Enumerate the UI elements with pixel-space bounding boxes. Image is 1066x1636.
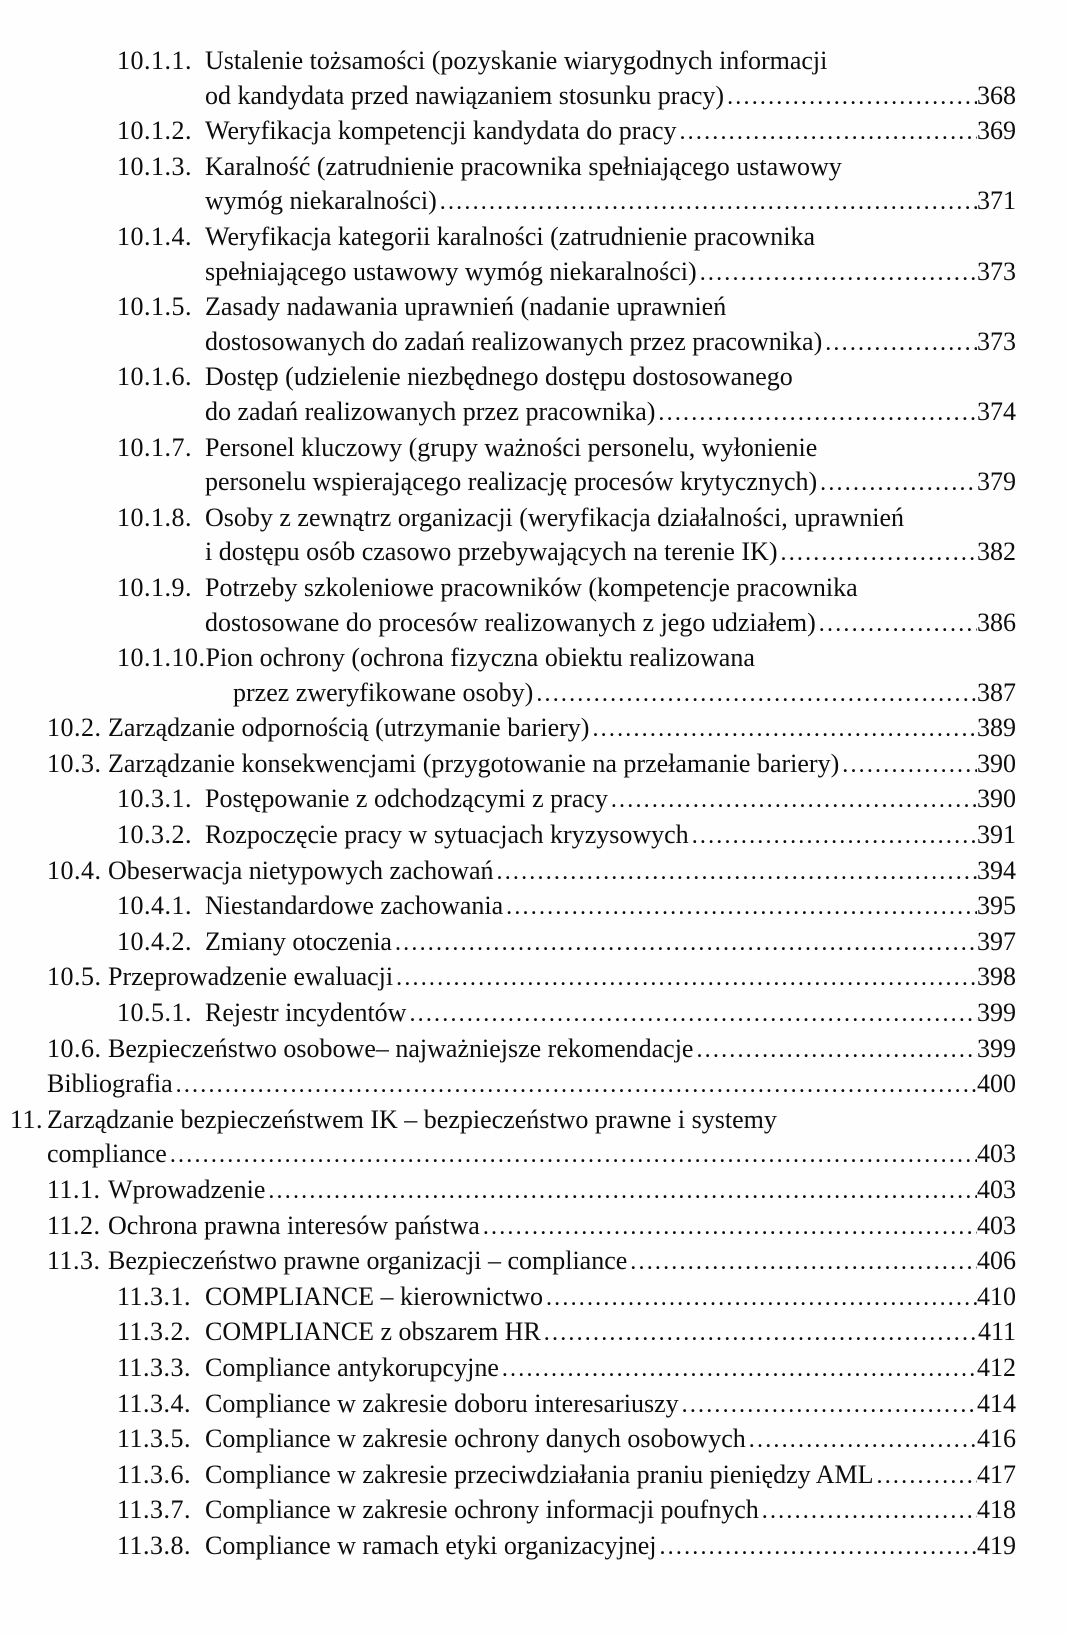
- toc-line: [0, 431, 1016, 466]
- dot-leader: [533, 676, 977, 712]
- page-number: 386: [977, 607, 1016, 637]
- toc-line: [0, 220, 1016, 255]
- toc-entry: [0, 220, 1016, 290]
- entry-number: 10.3.2.: [117, 820, 192, 850]
- entry-title: Dostęp (udzielenie niezbędnego dostępu dostosowanego: [205, 362, 793, 392]
- entry-title: Potrzeby szkoleniowe pracowników (kompetencje pracownika: [205, 572, 858, 602]
- entry-title: Compliance antykorupcyjne: [205, 1352, 499, 1382]
- toc-line: [0, 996, 1016, 1032]
- page-number: 403: [977, 1210, 1016, 1240]
- toc-line: [0, 571, 1016, 606]
- toc-entry: [0, 1493, 1016, 1529]
- dot-leader: [817, 465, 977, 501]
- toc-line: [0, 1209, 1016, 1245]
- toc-line: [0, 747, 1016, 783]
- toc-line: [0, 44, 1016, 79]
- toc-line: [0, 79, 1016, 115]
- dot-leader: [543, 1280, 977, 1316]
- entry-number: 11.2.: [47, 1210, 101, 1240]
- dot-leader: [608, 782, 977, 818]
- dot-leader: [679, 1387, 977, 1423]
- dot-leader: [406, 996, 977, 1032]
- entry-number: 10.3.: [47, 748, 102, 778]
- dot-leader: [392, 925, 977, 961]
- page-number: 369: [977, 116, 1016, 146]
- entry-title: Compliance w zakresie przeciwdziałania praniu pieniędzy AML: [205, 1459, 874, 1489]
- entry-title: Rejestr incydentów: [205, 998, 407, 1028]
- entry-number: 11.3.: [47, 1246, 101, 1276]
- dot-leader: [676, 114, 977, 150]
- page-number: 403: [977, 1139, 1016, 1169]
- entry-title: spełniającego ustawowy wymóg niekaralności): [205, 256, 697, 286]
- page-number: 416: [977, 1424, 1016, 1454]
- toc-line: [0, 606, 1016, 642]
- table-of-contents: [0, 44, 1016, 1565]
- toc-line: [0, 1315, 1016, 1351]
- toc-line: [0, 711, 1016, 747]
- page-number: 390: [977, 784, 1016, 814]
- toc-entry: [0, 1351, 1016, 1387]
- dot-leader: [689, 818, 977, 854]
- toc-entry: [0, 114, 1016, 150]
- entry-number: 10.1.8.: [117, 502, 192, 532]
- toc-entry: [0, 150, 1016, 220]
- toc-entry: [0, 782, 1016, 818]
- dot-leader: [839, 747, 977, 783]
- entry-title: Przeprowadzenie ewaluacji: [108, 962, 394, 992]
- page-number: 373: [977, 256, 1016, 286]
- page-number: 414: [977, 1388, 1016, 1418]
- toc-line: [0, 676, 1016, 712]
- toc-entry: [0, 996, 1016, 1032]
- dot-leader: [503, 889, 977, 925]
- page-number: 411: [977, 1317, 1016, 1347]
- entry-title: COMPLIANCE z obszarem HR: [205, 1317, 541, 1347]
- entry-title: dostosowane do procesów realizowanych z jego udziałem): [205, 607, 816, 637]
- toc-entry: [0, 854, 1016, 890]
- entry-title: Zasady nadawania uprawnień (nadanie uprawnień: [205, 292, 727, 322]
- toc-line: [0, 641, 1016, 676]
- page-number: 412: [977, 1352, 1016, 1382]
- page-number: 403: [977, 1175, 1016, 1204]
- entry-title: compliance: [47, 1139, 167, 1169]
- entry-title: Pion ochrony (ochrona fizyczna obiektu realizowana: [205, 643, 755, 673]
- entry-number: 11.3.4.: [117, 1388, 192, 1418]
- entry-number: 10.2.: [47, 713, 102, 743]
- page-number: 394: [977, 855, 1016, 885]
- toc-entry: [0, 1422, 1016, 1458]
- dot-leader: [494, 854, 978, 890]
- toc-line: [0, 889, 1016, 925]
- entry-title: do zadań realizowanych przez pracownika): [205, 396, 656, 426]
- toc-entry: [0, 711, 1016, 747]
- toc-line: [0, 1173, 1016, 1209]
- dot-leader: [393, 960, 977, 996]
- dot-leader: [724, 79, 977, 115]
- entry-title: personelu wspierającego realizację procesów krytycznych): [205, 467, 818, 497]
- toc-line: [0, 1351, 1016, 1387]
- page-number: 374: [977, 396, 1016, 426]
- toc-entry: [0, 1458, 1016, 1494]
- entry-title: Compliance w ramach etyki organizacyjnej: [205, 1530, 657, 1560]
- dot-leader: [265, 1173, 977, 1209]
- dot-leader: [697, 255, 977, 291]
- dot-leader: [778, 535, 978, 571]
- entry-number: 10.1.3.: [117, 151, 192, 181]
- entry-number: 11.3.8.: [117, 1530, 192, 1560]
- dot-leader: [759, 1493, 977, 1529]
- toc-entry: [0, 818, 1016, 854]
- entry-number: 11.1.: [47, 1175, 101, 1204]
- entry-title: dostosowanych do zadań realizowanych przez pracownika): [205, 326, 823, 356]
- dot-leader: [167, 1137, 977, 1173]
- toc-entry: [0, 360, 1016, 430]
- dot-leader: [499, 1351, 977, 1387]
- toc-entry: [0, 1244, 1016, 1280]
- toc-line: [0, 1137, 1016, 1173]
- toc-line: [0, 1529, 1016, 1565]
- toc-line: [0, 255, 1016, 291]
- page-number: 418: [977, 1495, 1016, 1525]
- toc-line: [0, 960, 1016, 996]
- entry-number: 10.6.: [47, 1033, 102, 1063]
- toc-entry: [0, 571, 1016, 641]
- entry-title: Karalność (zatrudnienie pracownika spełniającego ustawowy: [205, 151, 842, 181]
- entry-title: Postępowanie z odchodzącymi z pracy: [205, 784, 608, 814]
- page-number: 389: [977, 713, 1016, 743]
- entry-title: Zarządzanie odpornością (utrzymanie bariery): [108, 713, 590, 743]
- dot-leader: [655, 395, 977, 431]
- entry-title: COMPLIANCE – kierownictwo: [205, 1281, 543, 1311]
- entry-title: Rozpoczęcie pracy w sytuacjach kryzysowych: [205, 820, 689, 850]
- page-number: 399: [977, 1033, 1016, 1063]
- page-number: 368: [977, 80, 1016, 110]
- toc-entry: [0, 925, 1016, 961]
- entry-number: 10.1.1.: [117, 46, 192, 75]
- entry-number: 11.3.2.: [117, 1317, 192, 1347]
- toc-entry: [0, 1315, 1016, 1351]
- toc-line: [0, 1244, 1016, 1280]
- toc-entry: [0, 1067, 1016, 1103]
- toc-entry: [0, 290, 1016, 360]
- toc-line: [0, 1280, 1016, 1316]
- page-number: 400: [977, 1069, 1016, 1099]
- toc-entry: [0, 641, 1016, 711]
- entry-title: Zmiany otoczenia: [205, 926, 392, 956]
- entry-title: Compliance w zakresie doboru interesariuszy: [205, 1388, 679, 1418]
- page-number: 410: [977, 1281, 1016, 1311]
- page-number: 373: [977, 326, 1016, 356]
- page-number: 395: [977, 891, 1016, 921]
- entry-number: 11.3.7.: [117, 1495, 192, 1525]
- dot-leader: [437, 184, 977, 220]
- page-number: 371: [977, 186, 1016, 216]
- entry-title: Personel kluczowy (grupy ważności personelu, wyłonienie: [205, 432, 818, 462]
- toc-entry: [0, 1032, 1016, 1068]
- entry-number: 10.4.1.: [117, 891, 192, 921]
- dot-leader: [480, 1209, 977, 1245]
- page-number: 390: [977, 748, 1016, 778]
- toc-entry: [0, 501, 1016, 571]
- toc-line: [0, 535, 1016, 571]
- toc-line: [0, 325, 1016, 361]
- toc-line: [0, 854, 1016, 890]
- entry-title: Osoby z zewnątrz organizacji (weryfikacja działalności, uprawnień: [205, 502, 905, 532]
- toc-line: [0, 1458, 1016, 1494]
- entry-number: 10.1.5.: [117, 292, 192, 322]
- toc-line: [0, 782, 1016, 818]
- entry-number: 10.1.7.: [117, 432, 192, 462]
- toc-line: [0, 501, 1016, 536]
- toc-entry: [0, 431, 1016, 501]
- toc-line: [0, 360, 1016, 395]
- page-number: 382: [977, 537, 1016, 567]
- toc-line: [0, 818, 1016, 854]
- toc-entry: [0, 889, 1016, 925]
- dot-leader: [746, 1422, 977, 1458]
- entry-number: 11.: [10, 1104, 44, 1134]
- page-number: 379: [977, 467, 1016, 497]
- toc-entry: [0, 1529, 1016, 1565]
- dot-leader: [874, 1458, 977, 1494]
- toc-entry: [0, 1209, 1016, 1245]
- toc-line: [0, 925, 1016, 961]
- entry-number: 10.4.2.: [117, 926, 192, 956]
- entry-title: Ustalenie tożsamości (pozyskanie wiarygodnych informacji: [205, 46, 828, 75]
- entry-number: 11.3.5.: [117, 1424, 192, 1454]
- toc-line: [0, 465, 1016, 501]
- page-number: 397: [977, 926, 1016, 956]
- dot-leader: [816, 606, 977, 642]
- entry-title: Compliance w zakresie ochrony danych osobowych: [205, 1424, 746, 1454]
- entry-title: Ochrona prawna interesów państwa: [108, 1210, 480, 1240]
- dot-leader: [541, 1315, 978, 1351]
- entry-title: Weryfikacja kategorii karalności (zatrudnienie pracownika: [205, 221, 816, 251]
- toc-entry: [0, 1280, 1016, 1316]
- toc-entry: [0, 1387, 1016, 1423]
- dot-leader: [822, 325, 977, 361]
- entry-title: od kandydata przed nawiązaniem stosunku pracy): [205, 80, 725, 110]
- page-number: 417: [977, 1459, 1016, 1489]
- entry-title: Obeserwacja nietypowych zachowań: [108, 855, 494, 885]
- toc-entry: [0, 1173, 1016, 1209]
- toc-line: [0, 290, 1016, 325]
- entry-number: 10.1.10.: [117, 643, 206, 673]
- entry-title: Bezpieczeństwo osobowe– najważniejsze rekomendacje: [108, 1033, 694, 1063]
- page-number: 387: [977, 677, 1016, 707]
- entry-number: 10.5.1.: [117, 998, 192, 1028]
- toc-line: [0, 1387, 1016, 1423]
- toc-entry: [0, 44, 1016, 114]
- entry-number: 10.5.: [47, 962, 102, 992]
- page-number: 406: [977, 1246, 1016, 1276]
- toc-line: [0, 1422, 1016, 1458]
- dot-leader: [656, 1529, 977, 1565]
- toc-line: [0, 395, 1016, 431]
- toc-entry: [0, 1103, 1016, 1173]
- entry-number: 10.1.2.: [117, 116, 192, 146]
- toc-line: [0, 184, 1016, 220]
- page-number: 419: [977, 1530, 1016, 1560]
- entry-title: Zarządzanie konsekwencjami (przygotowanie na przełamanie bariery): [108, 748, 840, 778]
- toc-entry: [0, 747, 1016, 783]
- entry-number: 10.1.9.: [117, 572, 192, 602]
- dot-leader: [693, 1032, 977, 1068]
- toc-line: [0, 150, 1016, 185]
- entry-title: przez zweryfikowane osoby): [233, 677, 534, 707]
- entry-number: 11.3.1.: [117, 1281, 192, 1311]
- page-number: 398: [977, 962, 1016, 992]
- entry-title: wymóg niekaralności): [205, 186, 437, 216]
- page-number: 399: [977, 998, 1016, 1028]
- entry-title: Compliance w zakresie ochrony informacji poufnych: [205, 1495, 759, 1525]
- toc-line: [0, 1032, 1016, 1068]
- toc-line: [0, 114, 1016, 150]
- entry-number: 11.3.3.: [117, 1352, 192, 1382]
- entry-title: i dostępu osób czasowo przebywających na terenie IK): [205, 537, 778, 567]
- toc-line: [0, 1493, 1016, 1529]
- entry-title: Niestandardowe zachowania: [205, 891, 504, 921]
- entry-number: 11.3.6.: [117, 1459, 192, 1489]
- page-number: 391: [977, 820, 1016, 850]
- dot-leader: [627, 1244, 977, 1280]
- entry-number: 10.1.4.: [117, 221, 192, 251]
- entry-title: Bibliografia: [47, 1069, 173, 1099]
- toc-line: [0, 1067, 1016, 1103]
- entry-title: Weryfikacja kompetencji kandydata do pracy: [205, 116, 677, 146]
- toc-line: [0, 1103, 1016, 1138]
- entry-number: 10.4.: [47, 855, 102, 885]
- toc-entry: [0, 960, 1016, 996]
- entry-title: Zarządzanie bezpieczeństwem IK – bezpieczeństwo prawne i systemy: [47, 1104, 777, 1134]
- entry-number: 10.3.1.: [117, 784, 192, 814]
- dot-leader: [173, 1067, 977, 1103]
- entry-number: 10.1.6.: [117, 362, 192, 392]
- dot-leader: [589, 711, 977, 747]
- entry-title: Bezpieczeństwo prawne organizacji – compliance: [108, 1246, 628, 1276]
- entry-title: Wprowadzenie: [108, 1175, 266, 1204]
